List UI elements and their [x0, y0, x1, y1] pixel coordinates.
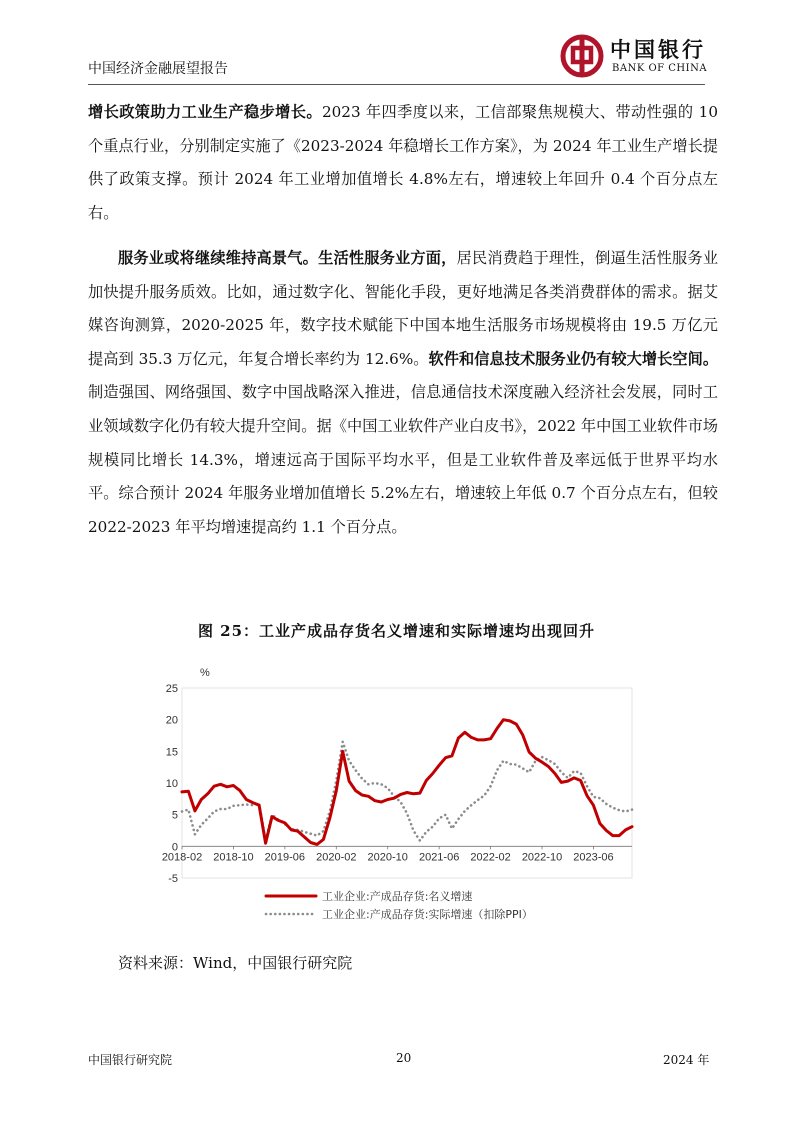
logo-english-name: BANK OF CHINA: [612, 63, 708, 74]
page-number: 20: [396, 1051, 412, 1065]
header-divider: [88, 84, 705, 85]
paragraph-services: [88, 242, 718, 544]
figure-source: 资料来源：Wind，中国银行研究院: [118, 954, 353, 972]
x-tick-label: 2023-06: [573, 851, 614, 864]
paragraph-industrial-production: [88, 96, 718, 230]
legend-label: 工业企业:产成品存货:名义增速: [322, 890, 473, 903]
bold-lead-sentence: 增长政策助力工业生产稳步增长。: [88, 103, 322, 121]
x-tick-label: 2018-10: [213, 851, 254, 864]
bold-lead-sentence: 服务业或将继续维持高景气。生活性服务业方面，: [118, 249, 457, 267]
bold-lead-sentence: 软件和信息技术服务业仍有较大增长空间。: [428, 349, 719, 368]
x-tick-label: 2021-06: [418, 851, 460, 864]
footer-year: 2024 年: [663, 1053, 710, 1067]
y-tick-label: 0: [171, 841, 178, 854]
y-axis-unit: %: [200, 667, 210, 679]
bank-logo: [560, 32, 710, 80]
y-tick-label: 20: [165, 714, 178, 727]
x-tick-label: 2022-02: [470, 851, 511, 864]
y-tick-label: 25: [165, 683, 178, 695]
x-tick-label: 2019-06: [264, 851, 306, 864]
x-tick-label: 2020-10: [367, 851, 408, 864]
x-tick-label: 2022-10: [521, 851, 563, 864]
nominal-growth-line: [182, 720, 632, 845]
y-tick-label: -5: [168, 873, 178, 885]
report-title: 中国经济金融展望报告: [88, 61, 228, 77]
legend-label: 工业企业:产成品存货:实际增速（扣除PPI）: [322, 908, 533, 921]
x-tick-label: 2020-02: [316, 851, 357, 864]
y-tick-label: 15: [165, 746, 178, 759]
y-tick-label: 5: [171, 809, 178, 822]
figure-title: 图 25：工业产成品存货名义增速和实际增速均出现回升: [197, 622, 596, 640]
body-text: 2023 年四季度以来，工信部聚焦规模大、带动性强的 10 个重点行业，分别制定实施了《2023-2024 年稳增长工作方案》，为 2024 年工业生产增长提供了政策支撑。预计 2024 年工业增加值增长 4.8%左右，增速较上年回升 0.4 个百分点左右。: [88, 103, 719, 222]
body-text: 制造强国、网络强国、数字中国战略深入推进，信息通信技术深度融入经济社会发展，同时工业领域数字化仍有较大提升空间。据《中国工业软件产业白皮书》，2022 年中国工业软件市场规模同比增长 14.3%，增速远高于国际平均水平，但是工业软件普及率远低于世界平均水平。综合预计 2024 年服务业增加值增长 5.2%左右，增速较上年低 0.7 个百分点左右，但较 2022-2023 年平均增速提高约 1.1 个百分点。: [88, 383, 718, 536]
footer-institute: 中国银行研究院: [88, 1053, 173, 1067]
y-tick-label: 10: [165, 778, 178, 790]
x-tick-label: 2018-02: [161, 851, 203, 864]
boc-emblem-icon: [560, 34, 604, 78]
inventory-growth-line-chart: [160, 660, 650, 930]
body-text: 居民消费趋于理性，倒逼生活性服务业加快提升服务质效。比如，通过数字化、智能化手段，更好地满足各类消费群体的需求。据艾媒咨询测算，2020-2025 年，数字技术赋能下中国本地生活服务市场规模将由 19.5 万亿元提高到 35.3 万亿元，年复合增长率约为 12.6%。: [88, 249, 719, 368]
logo-chinese-name: 中国银行: [610, 37, 706, 62]
